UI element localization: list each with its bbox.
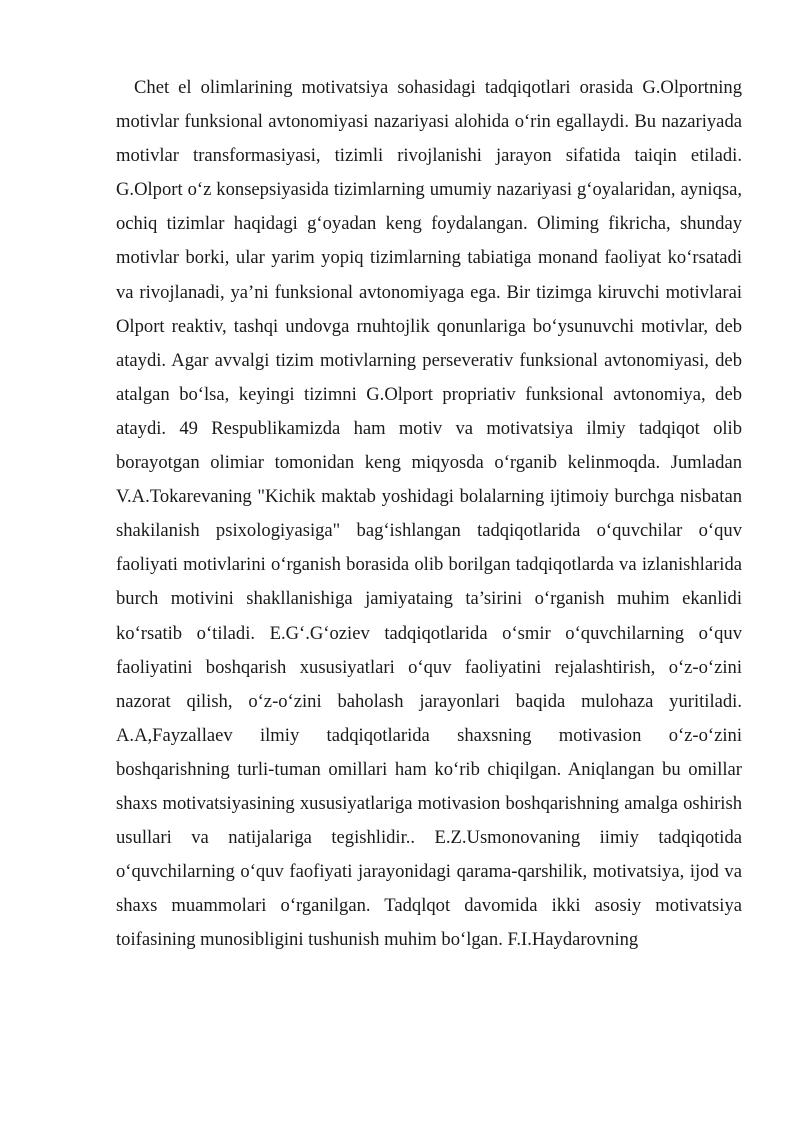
body-paragraph: Chet el olimlarining motivatsiya sohasidagi tadqiqotlari orasida G.Olportning motivlar funksional avtonomiyasi nazariyasi alohida o‘rin egallaydi. Bu nazariyada motivlar transformasiyasi, tizimli rivojlanishi jarayon sifatida taiqin etiladi. G.Olport o‘z konsepsiyasida tizimlarning umumiy nazariyasi g‘oyalaridan, ayniqsa, ochiq tizimlar haqidagi g‘oyadan keng foydalangan. Oliming fikricha, shunday motivlar borki, ular yarim yopiq tizimlarning tabiatiga monand faoliyat ko‘rsatadi va rivojlanadi, ya’ni funksional avtonomiyaga ega. Bir tizimga kiruvchi motivlarai Olport reaktiv, tashqi undovga rnuhtojlik qonunlariga bo‘ysunuvchi motivlar, deb ataydi. Agar avvalgi tizim motivlarning perseverativ funksional avtonomiyasi, deb atalgan bo‘lsa, keyingi tizimni G.Olport propriativ funksional avtonomiya, deb ataydi. 49 Respublikamizda ham motiv va motivatsiya ilmiy tadqiqot olib borayotgan olimiar tomonidan keng miqyosda o‘rganib kelinmoqda. Jumladan V.A.Tokarevaning "Kichik maktab yoshidagi bolalarning ijtimoiy burchga nisbatan shakilanish psixologiyasiga" bag‘ishlangan tadqiqotlarida o‘quvchilar o‘quv faoliyati motivlarini o‘rganish borasida olib borilgan tadqiqotlarda va izlanishlarida burch motivini shakllanishiga jamiyataing ta’sirini o‘rganish muhim ekanlidi ko‘rsatib o‘tiladi. E.G‘.G‘oziev tadqiqotlarida o‘smir o‘quvchilarning o‘quv faoliyatini boshqarish xususiyatlari o‘quv faoliyatini rejalashtirish, o‘z-o‘zini nazorat qilish, o‘z-o‘zini baholash jarayonlari baqida mulohaza yuritiladi. A.A,Fayzallaev ilmiy tadqiqotlarida shaxsning motivasion o‘z-o‘zini boshqarishning turli-tuman omillari ham ko‘rib chiqilgan. Aniqlangan bu omillar shaxs motivatsiyasining xususiyatlariga motivasion boshqarishning amalga oshirish usullari va natijalariga tegishlidir.. E.Z.Usmonovaning iimiy tadqiqotida o‘quvchilarning o‘quv faofiyati jarayonidagi qarama-qarshilik, motivatsiya, ijod va shaxs muammolari o‘rganilgan. Tadqlqot davomida ikki asosiy motivatsiya toifasining munosibligini tushunish muhim bo‘lgan. F.I.Haydarovning (116, 77, 742, 951)
document-body (116, 71, 742, 957)
